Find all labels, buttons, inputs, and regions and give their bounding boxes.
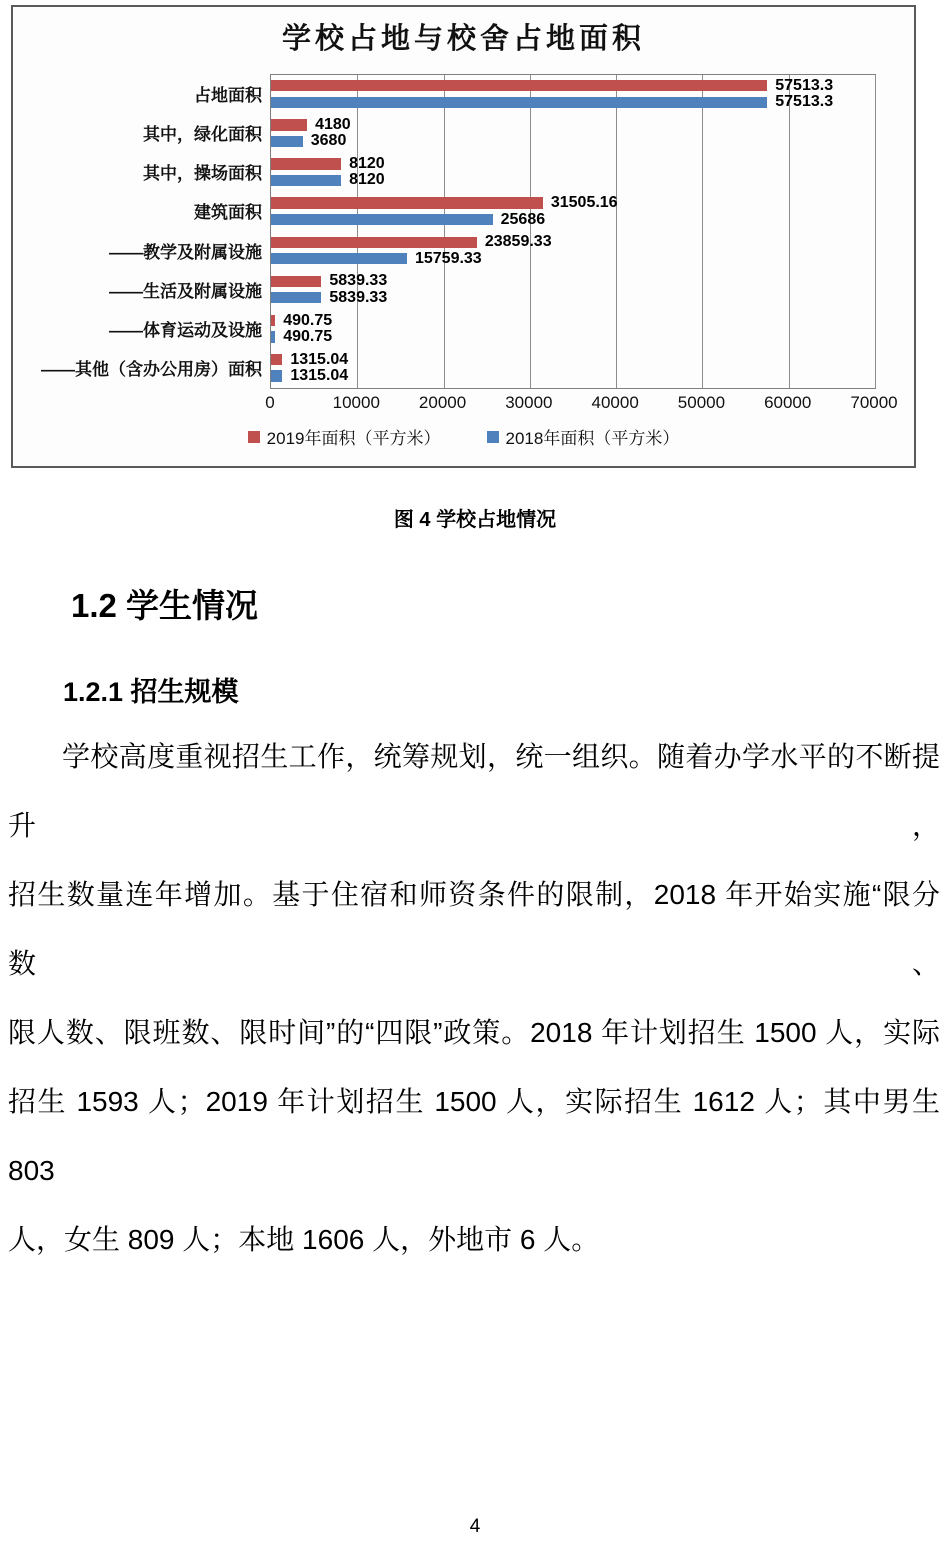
bar-value-label: 490.75 <box>283 311 333 329</box>
bar-series-2018 <box>271 370 282 381</box>
subsection-heading: 1.2.1 招生规模 <box>63 677 239 707</box>
body-paragraph <box>8 722 940 1274</box>
bar-series-2018 <box>271 136 303 147</box>
bar-series-2019 <box>271 237 477 248</box>
category-label: ——教学及附属设施 <box>109 242 262 262</box>
bar-group <box>271 271 875 310</box>
body-line: 学校高度重视招生工作，统筹规划，统一组织。随着办学水平的不断提升， <box>8 741 940 841</box>
bar-series-2018 <box>271 253 407 264</box>
x-axis-tick-label: 40000 <box>591 393 639 412</box>
bar-group <box>271 153 875 192</box>
bar-value-label: 57513.3 <box>775 76 834 94</box>
bar-group <box>271 114 875 153</box>
bar-value-label: 23859.33 <box>484 233 552 251</box>
chart-legend <box>13 424 914 449</box>
bar-series-2018 <box>271 97 767 108</box>
figure-caption: 图 4 学校占地情况 <box>393 509 557 531</box>
bar-series-2019 <box>271 80 767 91</box>
legend-label: 2019年面积（平方米） <box>266 429 441 448</box>
legend-swatch <box>248 431 260 443</box>
bar-series-2018 <box>271 331 275 342</box>
category-label: 其中，操场面积 <box>143 164 262 184</box>
category-label: ——其他（含办公用房）面积 <box>41 359 262 379</box>
legend-item <box>248 424 441 449</box>
chart-title: 学校占地与校舍占地面积 <box>281 23 645 55</box>
bar-value-label: 3680 <box>310 132 347 150</box>
bar-series-2019 <box>271 354 282 365</box>
category-label: ——体育运动及设施 <box>109 320 262 340</box>
x-axis-tick-label: 60000 <box>764 393 812 412</box>
body-line: 招生数量连年增加。基于住宿和师资条件的限制，2018 年开始实施“限分数、 <box>8 879 940 979</box>
x-axis-tick-label: 20000 <box>418 393 467 412</box>
bar-value-label: 8120 <box>349 155 385 172</box>
bar-value-label: 8120 <box>349 171 385 189</box>
x-axis-tick-label: 50000 <box>677 393 726 412</box>
bar-value-label: 25686 <box>500 210 546 228</box>
x-axis-tick-label: 70000 <box>850 393 898 412</box>
bar-value-label: 15759.33 <box>414 249 482 267</box>
category-label: 其中，绿化面积 <box>143 125 262 145</box>
bar-series-2019 <box>271 158 341 169</box>
legend-label: 2018年面积（平方米） <box>505 429 680 448</box>
figure-box <box>11 5 916 468</box>
bar-group <box>271 310 875 349</box>
body-line: 招生 1593 人；2019 年计划招生 1500 人，实际招生 1612 人；其中男生 803 <box>8 1086 940 1186</box>
bar-group <box>271 75 875 114</box>
bar-series-2018 <box>271 292 321 303</box>
bar-series-2018 <box>271 175 341 186</box>
bar-series-2018 <box>271 214 493 225</box>
bar-value-label: 1315.04 <box>290 350 349 368</box>
plot-area <box>270 74 876 389</box>
section-heading: 1.2 学生情况 <box>71 587 259 624</box>
x-axis-tick-label: 30000 <box>505 393 553 412</box>
x-axis-ticks <box>265 393 898 415</box>
category-label: 建筑面积 <box>194 203 262 223</box>
bar-value-label: 1315.04 <box>290 367 349 385</box>
page-number: 4 <box>469 1516 481 1537</box>
body-line: 人，女生 809 人；本地 1606 人，外地市 6 人。 <box>8 1224 600 1255</box>
category-label: ——生活及附属设施 <box>109 281 262 301</box>
bar-value-label: 5839.33 <box>329 272 388 290</box>
legend-swatch <box>487 431 499 443</box>
bar-value-label: 57513.3 <box>775 93 834 111</box>
bar-value-label: 31505.16 <box>550 194 618 212</box>
bar-series-2019 <box>271 119 307 130</box>
gridline <box>875 75 876 388</box>
bar-series-2019 <box>271 276 321 287</box>
legend-item <box>487 424 680 449</box>
bar-series-2019 <box>271 315 275 326</box>
bar-value-label: 4180 <box>315 115 351 133</box>
bar-group <box>271 232 875 271</box>
bar-group <box>271 349 875 388</box>
category-axis <box>21 74 262 387</box>
body-line: 限人数、限班数、限时间”的“四限”政策。2018 年计划招生 1500 人，实际 <box>8 1017 940 1048</box>
category-label: 占地面积 <box>194 86 262 106</box>
bar-group <box>271 192 875 231</box>
bar-value-label: 490.75 <box>283 327 333 345</box>
bar-value-label: 5839.33 <box>329 288 388 306</box>
bar-series-2019 <box>271 197 543 208</box>
x-axis-tick-label: 0 <box>265 393 275 412</box>
x-axis-tick-label: 10000 <box>332 393 380 412</box>
